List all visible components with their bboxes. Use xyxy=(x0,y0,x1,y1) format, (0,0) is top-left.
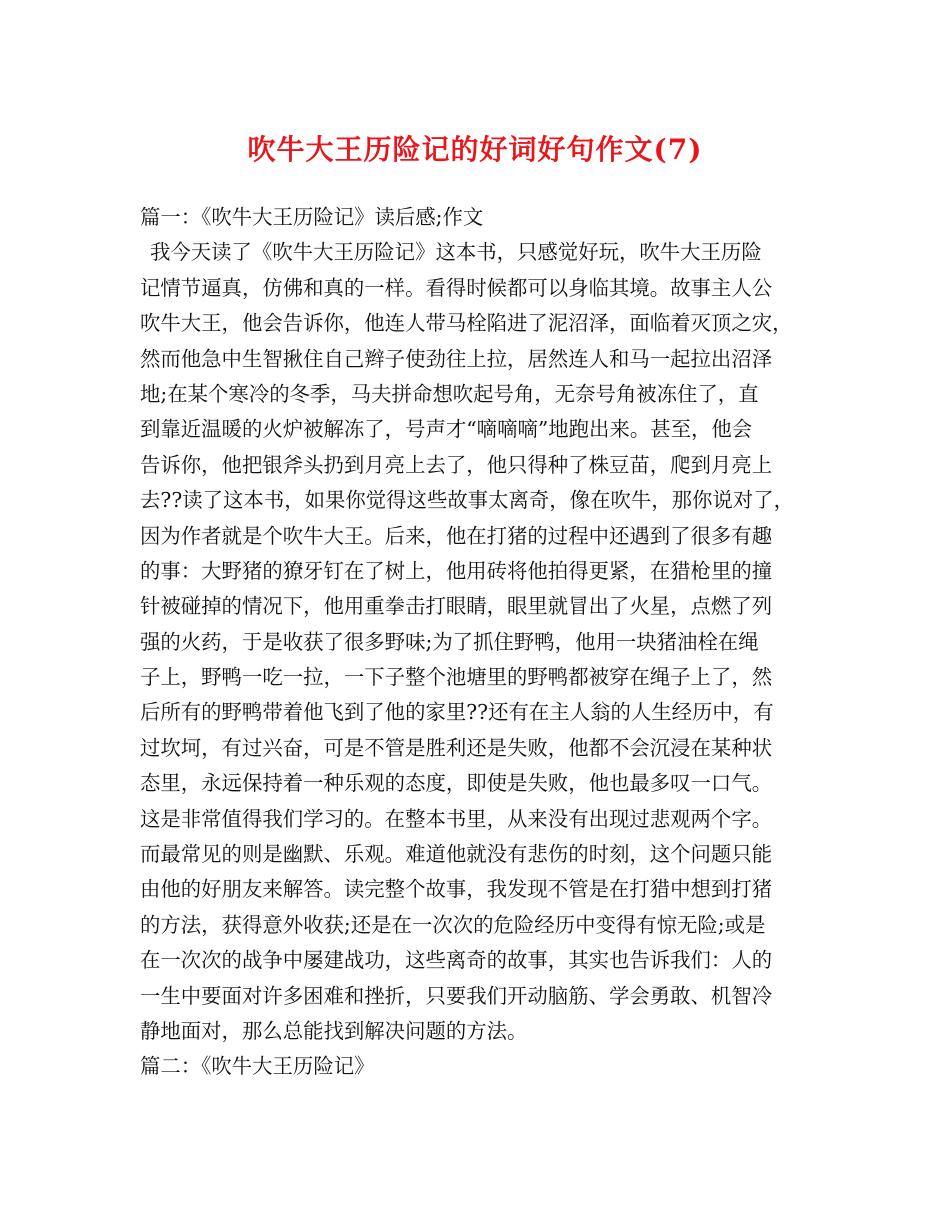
paragraph-line: 强的火药，于是收获了很多野味;为了抓住野鸭，他用一块猪油栓在绳 xyxy=(140,629,759,654)
paragraph-line: 记情节逼真，仿佛和真的一样。看得时候都可以身临其境。故事主人公 xyxy=(140,275,773,300)
paragraph-line: 篇二：《吹牛大王历险记》 xyxy=(140,1054,375,1079)
paragraph-line: 静地面对，那么总能找到解决问题的方法。 xyxy=(140,1018,528,1043)
section-heading-1: 篇一：《吹牛大王历险记》读后感;作文 xyxy=(140,205,484,229)
paragraph-line: 后所有的野鸭带着他飞到了他的家里??还有在主人翁的人生经历中，有 xyxy=(140,700,774,725)
paragraph-line: 态里，永远保持着一种乐观的态度，即使是失败，他也最多叹一口气。 xyxy=(140,771,773,796)
paragraph-line: 吹牛大王，他会告诉你，他连人带马栓陷进了泥沼泽，面临着灭顶之灾， xyxy=(140,311,793,336)
paragraph-line: 去??读了这本书，如果你觉得这些故事太离奇，像在吹牛，那你说对了， xyxy=(140,488,794,513)
paragraph-line: 地;在某个寒冷的冬季，马夫拼命想吹起号角，无奈号角被冻住了，直 xyxy=(140,381,759,406)
paragraph-line: 这是非常值得我们学习的。在整本书里，从来没有出现过悲观两个字。 xyxy=(140,806,773,831)
paragraph-line: 针被碰掉的情况下，他用重拳击打眼睛，眼里就冒出了火星，点燃了列 xyxy=(140,594,773,619)
paragraph-line: 然而他急中生智揪住自己辫子使劲往上拉，居然连人和马一起拉出沼泽 xyxy=(140,346,773,371)
paragraph-line: 在一次次的战争中屡建战功，这些离奇的故事，其实也告诉我们：人的 xyxy=(140,948,773,973)
paragraph-line: 而最常见的则是幽默、乐观。难道他就没有悲伤的时刻，这个问题只能 xyxy=(140,842,773,867)
paragraph-line: 因为作者就是个吹牛大王。后来，他在打猪的过程中还遇到了很多有趣 xyxy=(140,523,773,548)
paragraph-line: 由他的好朋友来解答。读完整个故事，我发现不管是在打猎中想到打猪 xyxy=(140,877,773,902)
paragraph-line: 告诉你，他把银斧头扔到月亮上去了，他只得种了株豆苗，爬到月亮上 xyxy=(140,452,773,477)
paragraph-line: 的事：大野猪的獠牙钉在了树上，他用砖将他拍得更紧，在猎枪里的撞 xyxy=(140,558,773,583)
page-title: 吹牛大王历险记的好词好句作文(7) xyxy=(247,133,703,166)
paragraph-line: 的方法，获得意外收获;还是在一次次的危险经历中变得有惊无险;或是 xyxy=(140,912,766,937)
paragraph-line: 一生中要面对许多困难和挫折，只要我们开动脑筋、学会勇敢、机智冷 xyxy=(140,983,773,1008)
section-heading-2 xyxy=(140,1085,822,1120)
paragraph-line: 到靠近温暖的火炉被解冻了，号声才“嘀嘀嘀”地跑出来。甚至，他会 xyxy=(140,417,753,442)
paragraph-line: 子上，野鸭一吃一拉，一下子整个池塘里的野鸭都被穿在绳子上了，然 xyxy=(140,665,773,690)
paragraph-line: 我今天读了《吹牛大王历险记》这本书，只感觉好玩，吹牛大王历险 xyxy=(150,240,762,265)
paragraph-line: 过坎坷，有过兴奋，可是不管是胜利还是失败，他都不会沉浸在某种状 xyxy=(140,735,773,760)
body-text xyxy=(140,200,822,1120)
